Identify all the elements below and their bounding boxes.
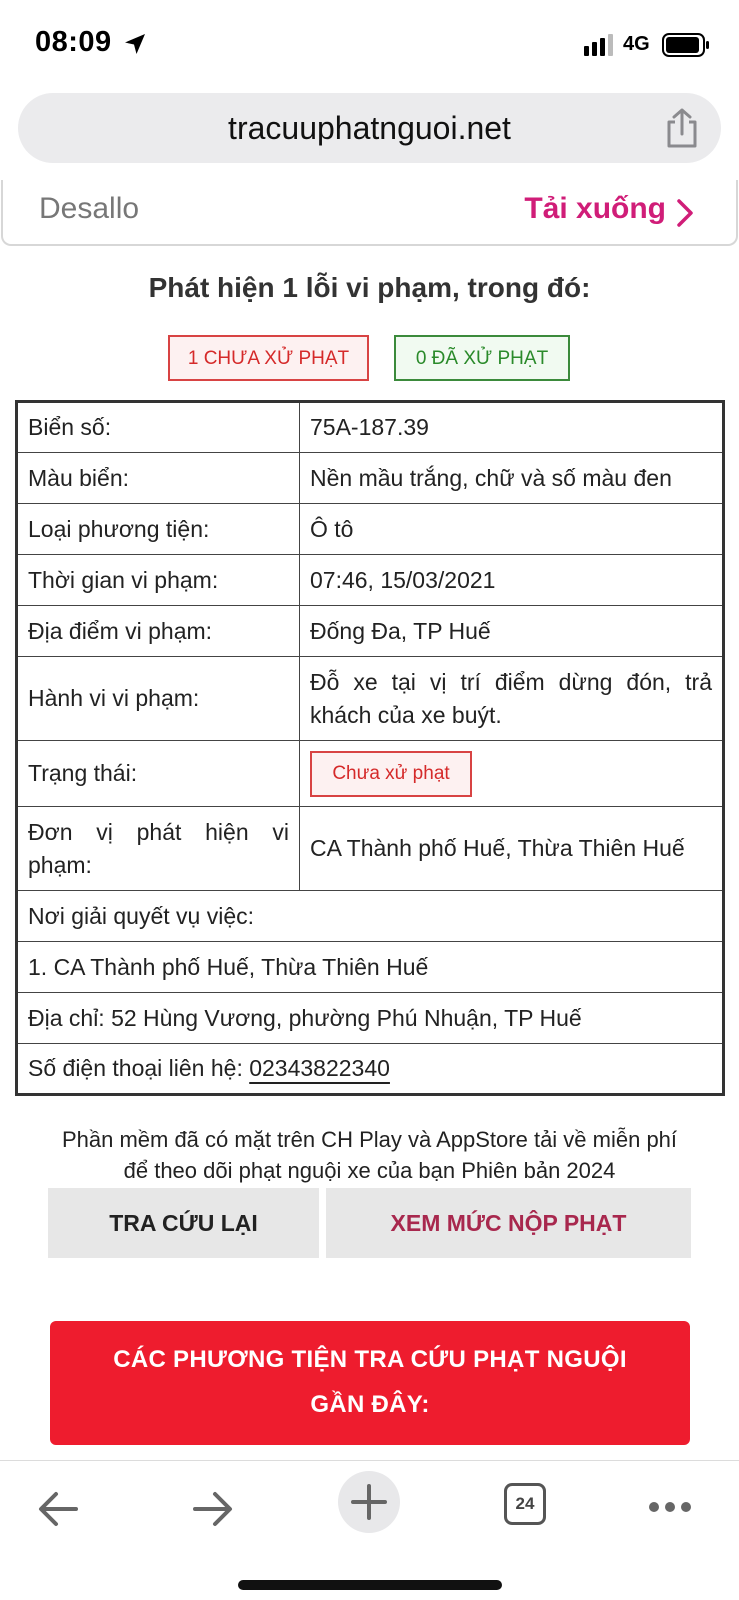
table-row bbox=[17, 993, 724, 1044]
violation-place-value: Đống Đa, TP Huế bbox=[300, 606, 724, 657]
download-banner[interactable] bbox=[1, 180, 738, 246]
address-bar[interactable] bbox=[18, 93, 721, 163]
vehicle-type-label: Loại phương tiện: bbox=[17, 504, 300, 555]
home-indicator bbox=[238, 1580, 502, 1590]
tabs-icon[interactable]: 24 bbox=[504, 1483, 546, 1525]
violation-behavior-value: Đỗ xe tại vị trí điểm dừng đón, trả khách của xe buýt. bbox=[300, 657, 724, 741]
table-row bbox=[17, 741, 724, 807]
violation-time-label: Thời gian vi phạm: bbox=[17, 555, 300, 606]
view-fine-levels-button[interactable]: XEM MỨC NỘP PHẠT bbox=[326, 1188, 691, 1258]
table-row bbox=[17, 1044, 724, 1095]
signal-icon bbox=[584, 34, 614, 56]
table-row bbox=[17, 555, 724, 606]
table-row bbox=[17, 891, 724, 942]
status-label: Trạng thái: bbox=[17, 741, 300, 807]
table-row bbox=[17, 606, 724, 657]
unprocessed-count-badge[interactable]: 1 CHƯA XỬ PHẠT bbox=[168, 335, 369, 381]
recent-banner-line-2: GẦN ĐÂY: bbox=[310, 1391, 430, 1418]
plate-color-value: Nền mầu trắng, chữ và số màu đen bbox=[300, 453, 724, 504]
table-row bbox=[17, 807, 724, 891]
vehicle-type-value: Ô tô bbox=[300, 504, 724, 555]
plate-color-label: Màu biển: bbox=[17, 453, 300, 504]
back-arrow-icon[interactable] bbox=[36, 1489, 80, 1529]
status-badge: Chưa xử phạt bbox=[310, 751, 472, 797]
browser-toolbar bbox=[0, 1460, 739, 1600]
more-icon[interactable] bbox=[648, 1501, 692, 1513]
violation-details-table bbox=[15, 400, 725, 1096]
new-tab-button[interactable] bbox=[338, 1471, 400, 1533]
resolution-place-value: 1. CA Thành phố Huế, Thừa Thiên Huế bbox=[17, 942, 724, 993]
share-icon[interactable] bbox=[663, 108, 701, 148]
recent-searches-banner[interactable] bbox=[50, 1321, 690, 1445]
forward-arrow-icon[interactable] bbox=[191, 1489, 235, 1529]
app-note-line-2: để theo dõi phạt nguội xe của bạn Phiên bản 2024 bbox=[123, 1158, 616, 1183]
processed-count-badge[interactable]: 0 ĐÃ XỬ PHẠT bbox=[394, 335, 570, 381]
resolution-place-label: Nơi giải quyết vụ việc: bbox=[17, 891, 724, 942]
retry-search-button[interactable]: TRA CỨU LẠI bbox=[48, 1188, 319, 1258]
download-link[interactable]: Tải xuống bbox=[524, 192, 666, 225]
contact-phone-cell bbox=[17, 1044, 724, 1095]
table-row bbox=[17, 453, 724, 504]
location-arrow-icon bbox=[123, 32, 147, 56]
violation-behavior-label: Hành vi vi phạm: bbox=[17, 657, 300, 741]
violation-time-value: 07:46, 15/03/2021 bbox=[300, 555, 724, 606]
recent-banner-line-1: CÁC PHƯƠNG TIỆN TRA CỨU PHẠT NGUỘI bbox=[113, 1346, 627, 1373]
result-heading: Phát hiện 1 lỗi vi phạm, trong đó: bbox=[148, 272, 591, 303]
detecting-unit-value: CA Thành phố Huế, Thừa Thiên Huế bbox=[300, 807, 724, 891]
status-cell bbox=[300, 741, 724, 807]
table-row bbox=[17, 657, 724, 741]
address-url[interactable]: tracuuphatnguoi.net bbox=[228, 110, 511, 146]
chevron-right-icon[interactable] bbox=[676, 198, 694, 228]
contact-phone-link[interactable]: 02343822340 bbox=[249, 1055, 390, 1081]
battery-icon bbox=[662, 32, 710, 58]
detecting-unit-label: Đơn vị phát hiện vi phạm: bbox=[17, 807, 300, 891]
plate-label: Biển số: bbox=[17, 402, 300, 453]
contact-phone-label: Số điện thoại liên hệ: bbox=[28, 1055, 250, 1081]
table-row bbox=[17, 942, 724, 993]
resolution-address: Địa chỉ: 52 Hùng Vương, phường Phú Nhuận, TP Huế bbox=[17, 993, 724, 1044]
download-banner-text: Desallo bbox=[39, 192, 140, 225]
plate-value: 75A-187.39 bbox=[300, 402, 724, 453]
network-label: 4G bbox=[623, 33, 650, 55]
app-note-line-1: Phần mềm đã có mặt trên CH Play và AppStore tải về miễn phí bbox=[61, 1127, 678, 1152]
app-availability-note bbox=[0, 1124, 739, 1186]
status-time: 08:09 bbox=[35, 26, 112, 58]
status-bar bbox=[0, 0, 739, 90]
table-row bbox=[17, 402, 724, 453]
table-row bbox=[17, 504, 724, 555]
violation-place-label: Địa điểm vi phạm: bbox=[17, 606, 300, 657]
plus-icon bbox=[338, 1471, 400, 1533]
